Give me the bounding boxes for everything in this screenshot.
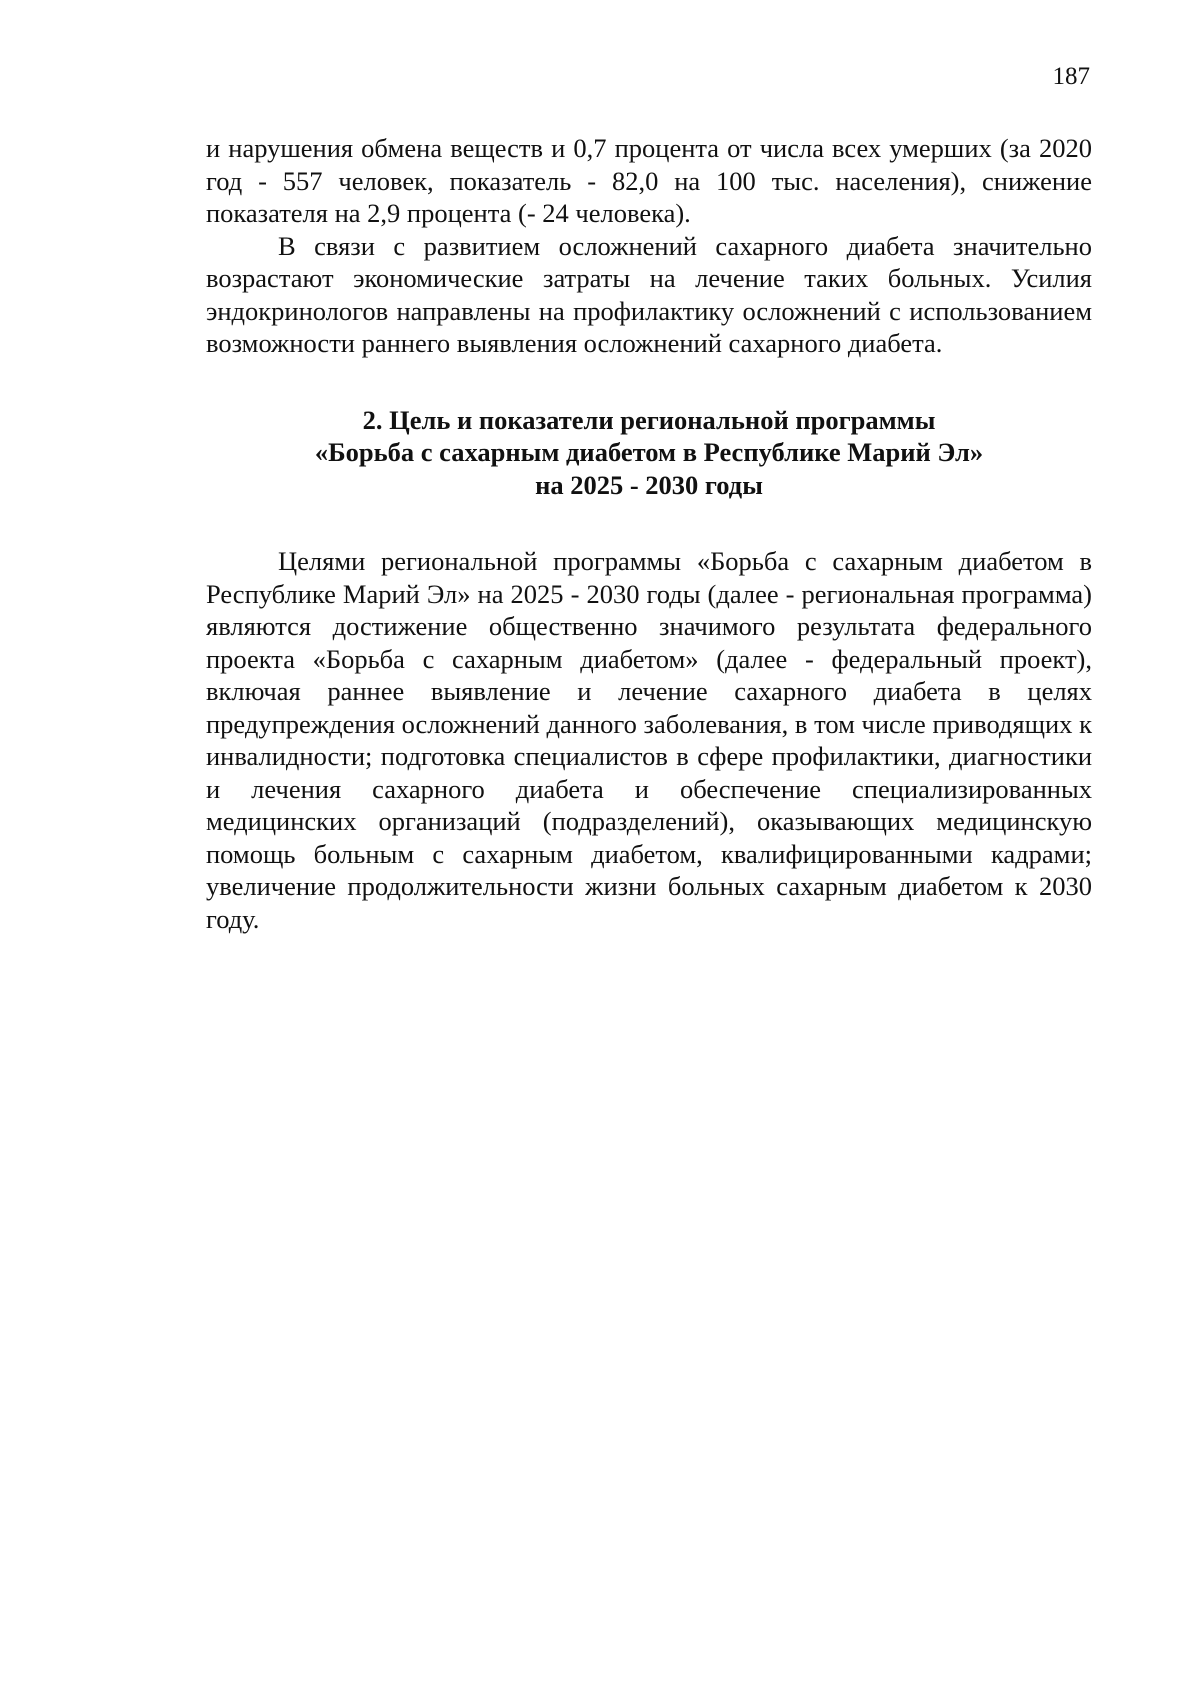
page-number: 187 — [1052, 63, 1090, 90]
paragraph-complications: В связи с развитием осложнений сахарного диабета значительно возрастают экономические затраты на лечение таких больных. Усилия эндокринологов направлены на профилактику осложнений с использованием возможности раннего выявления осложнений сахарного диабета. — [206, 230, 1092, 358]
section-heading — [206, 404, 1092, 502]
document-body — [206, 132, 1092, 935]
paragraph-continuation: и нарушения обмена веществ и 0,7 процента от числа всех умерших (за 2020 год - 557 человек, показатель - 82,0 на 100 тыс. населения), снижение показателя на 2,9 процента (- 24 человека). — [206, 133, 1092, 228]
section-heading-line-2: «Борьба с сахарным диабетом в Республике Марий Эл» — [314, 437, 984, 467]
section-heading-line-1: 2. Цель и показатели региональной программы — [362, 404, 936, 435]
section-heading-line-3: на 2025 - 2030 годы — [535, 469, 763, 500]
paragraph-program-goals: Целями региональной программы «Борьба с сахарным диабетом в Республике Марий Эл» на 2025 - 2030 годы (далее - региональная программа) являются достижение общественно значимого результата федерального проекта «Борьба с сахарным диабетом» (далее - федеральный проект), включая раннее выявление и лечение сахарного диабета в целях предупреждения осложнений данного заболевания, в том числе приводящих к инвалидности; подготовка специалистов в сфере профилактики, диагностики и лечения сахарного диабета и обеспечение специализированных медицинских организаций (подразделений), оказывающих медицинскую помощь больным с сахарным диабетом, квалифицированными кадрами; увеличение продолжительности жизни больных сахарным диабетом к 2030 году. — [206, 546, 1092, 934]
